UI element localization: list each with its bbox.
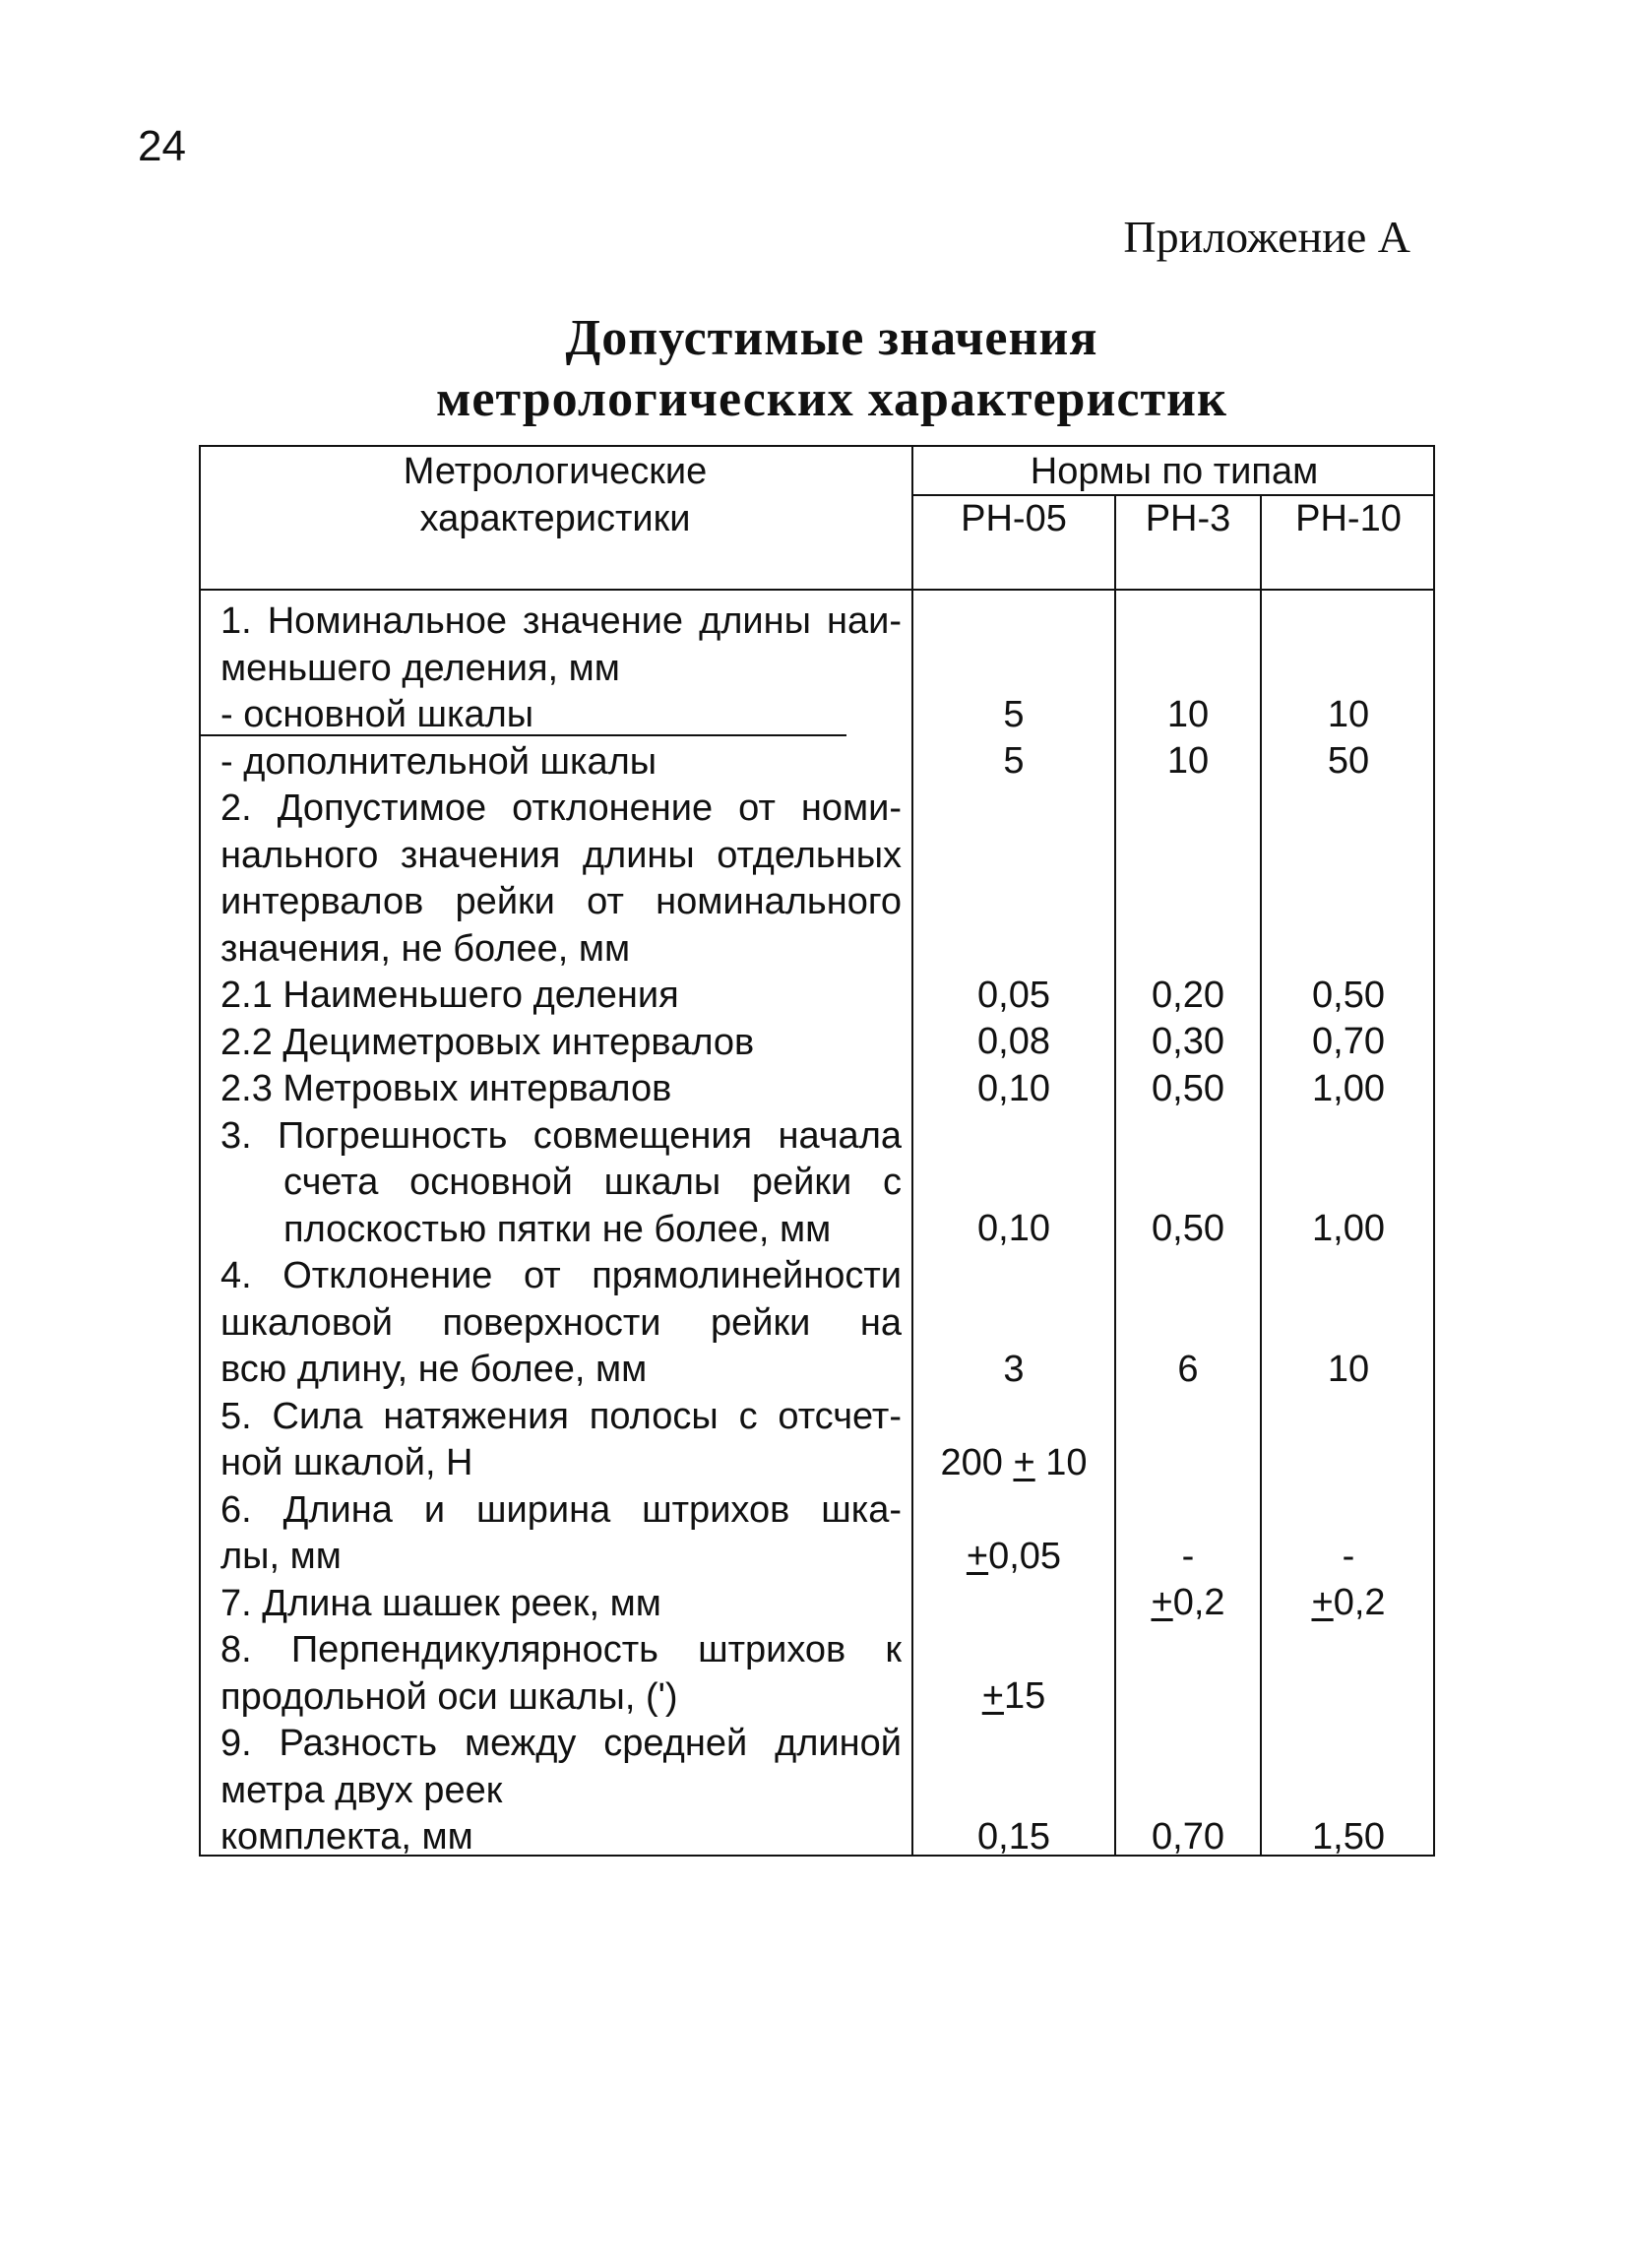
value-2-1-rn10: 0,50 [1312, 975, 1385, 1016]
text-line: интервалов рейки от номинального [220, 881, 902, 922]
text-line: 2. Допустимое отклонение от номи- [220, 788, 902, 829]
column-divider-main [911, 445, 913, 1857]
value-tolerance: 0,2 [1172, 1582, 1225, 1623]
text-line: 9. Разность между средней длиной [220, 1723, 902, 1764]
text-line: комплекта, мм [220, 1816, 473, 1858]
value-9-rn10: 1,50 [1312, 1816, 1385, 1858]
header-norms: Нормы по типам [1030, 451, 1319, 492]
header-type-rn10: РН-10 [1295, 498, 1402, 539]
value-main-scale-rn3: 10 [1166, 694, 1210, 735]
text-line: нального значения длины отдельных [220, 834, 902, 876]
value-6-rn10: - [1342, 1536, 1355, 1577]
page-title-line-2: метрологических характеристик [436, 371, 1227, 427]
value-prefix: 200 [940, 1442, 1014, 1483]
table-border-left [199, 445, 201, 1857]
value-4-rn3: 6 [1177, 1349, 1199, 1390]
table-border-right [1433, 445, 1435, 1857]
text-line: - дополнительной шкалы [220, 740, 657, 783]
value-7-rn10 [1262, 1580, 1435, 1627]
text-line: ной шкалой, Н [220, 1442, 473, 1483]
metrology-table [199, 445, 1435, 1857]
value-6-rn05 [913, 1534, 1114, 1581]
header-characteristics-line-1: Метрологические [403, 451, 708, 492]
page-number: 24 [138, 122, 186, 170]
text-line: 4. Отклонение от прямолинейности [220, 1255, 902, 1296]
value-3-rn3: 0,50 [1152, 1208, 1224, 1249]
value-main-scale-rn10: 10 [1327, 694, 1370, 735]
value-2-3-rn3: 0,50 [1152, 1068, 1224, 1109]
value-4-rn10: 10 [1327, 1349, 1370, 1390]
value-4-rn05: 3 [1003, 1349, 1025, 1390]
value-2-2-rn05: 0,08 [977, 1021, 1050, 1062]
text-line: значения, не более, мм [220, 927, 631, 970]
value-add-scale-rn3: 10 [1166, 740, 1210, 782]
header-characteristics-line-2: характеристики [419, 498, 691, 539]
value-tolerance: 15 [1003, 1675, 1046, 1717]
text-line: продольной оси шкалы, (') [220, 1675, 678, 1718]
value-8-rn05 [913, 1673, 1114, 1721]
value-2-2-rn3: 0,30 [1152, 1021, 1224, 1062]
value-3-rn05: 0,10 [977, 1208, 1050, 1249]
characteristics-text [220, 598, 902, 1861]
plus-minus-sign: + [1311, 1582, 1334, 1623]
text-line: 6. Длина и ширина штрихов шка- [220, 1488, 902, 1531]
text-line: 2.3 Метровых интервалов [220, 1068, 672, 1109]
value-main-scale-rn05: 5 [1003, 694, 1025, 735]
value-2-1-rn3: 0,20 [1152, 975, 1224, 1016]
plus-minus-sign: + [981, 1675, 1004, 1717]
appendix-label: Приложение А [1123, 212, 1410, 262]
text-line: всю длину, не более, мм [220, 1349, 648, 1390]
text-line: - основной шкалы [220, 694, 534, 735]
table-border-top [199, 445, 1435, 447]
text-line: лы, мм [220, 1536, 342, 1577]
value-9-rn05: 0,15 [977, 1816, 1050, 1858]
value-2-1-rn05: 0,05 [977, 975, 1050, 1016]
value-add-scale-rn10: 50 [1327, 740, 1370, 782]
page-title-line-1: Допустимые значения [565, 310, 1098, 366]
text-line: шкаловой поверхности рейки на [220, 1301, 902, 1344]
text-line: метра двух реек [220, 1769, 503, 1811]
header-norms-divider [913, 494, 1435, 496]
value-2-3-rn10: 1,00 [1312, 1068, 1385, 1109]
value-9-rn3: 0,70 [1152, 1816, 1224, 1858]
header-type-rn05: РН-05 [961, 498, 1067, 539]
value-tolerance: 0,05 [988, 1536, 1062, 1577]
text-line: 2.1 Наименьшего деления [220, 975, 679, 1016]
plus-minus-sign: + [1151, 1582, 1173, 1623]
text-line: 3. Погрешность совмещения начала [220, 1114, 902, 1157]
text-line: 8. Перпендикулярность штрихов к [220, 1629, 902, 1670]
value-tolerance: 10 [1034, 1442, 1088, 1483]
text-line: плоскостью пятки не более, мм [283, 1208, 832, 1250]
header-bottom-divider [199, 589, 1435, 591]
value-2-3-rn05: 0,10 [977, 1068, 1050, 1109]
value-add-scale-rn05: 5 [1003, 740, 1025, 782]
value-tolerance: 0,2 [1333, 1582, 1386, 1623]
plus-minus-sign: + [1013, 1442, 1035, 1483]
value-6-rn3: - [1181, 1536, 1195, 1577]
text-line: счета основной шкалы рейки с [283, 1162, 902, 1203]
text-line: 5. Сила натяжения полосы с отсчет- [220, 1395, 902, 1437]
value-7-rn3 [1116, 1580, 1260, 1627]
text-line: 2.2 Дециметровых интервалов [220, 1021, 755, 1063]
text-line: 7. Длина шашек реек, мм [220, 1582, 661, 1624]
value-2-2-rn10: 0,70 [1312, 1021, 1385, 1062]
value-3-rn10: 1,00 [1312, 1208, 1385, 1249]
value-5-rn05 [913, 1440, 1114, 1487]
plus-minus-sign: + [966, 1536, 989, 1577]
header-type-rn3: РН-3 [1145, 498, 1231, 539]
text-line: 1. Номинальное значение длины наи- [220, 600, 902, 642]
text-line: меньшего деления, мм [220, 647, 620, 689]
